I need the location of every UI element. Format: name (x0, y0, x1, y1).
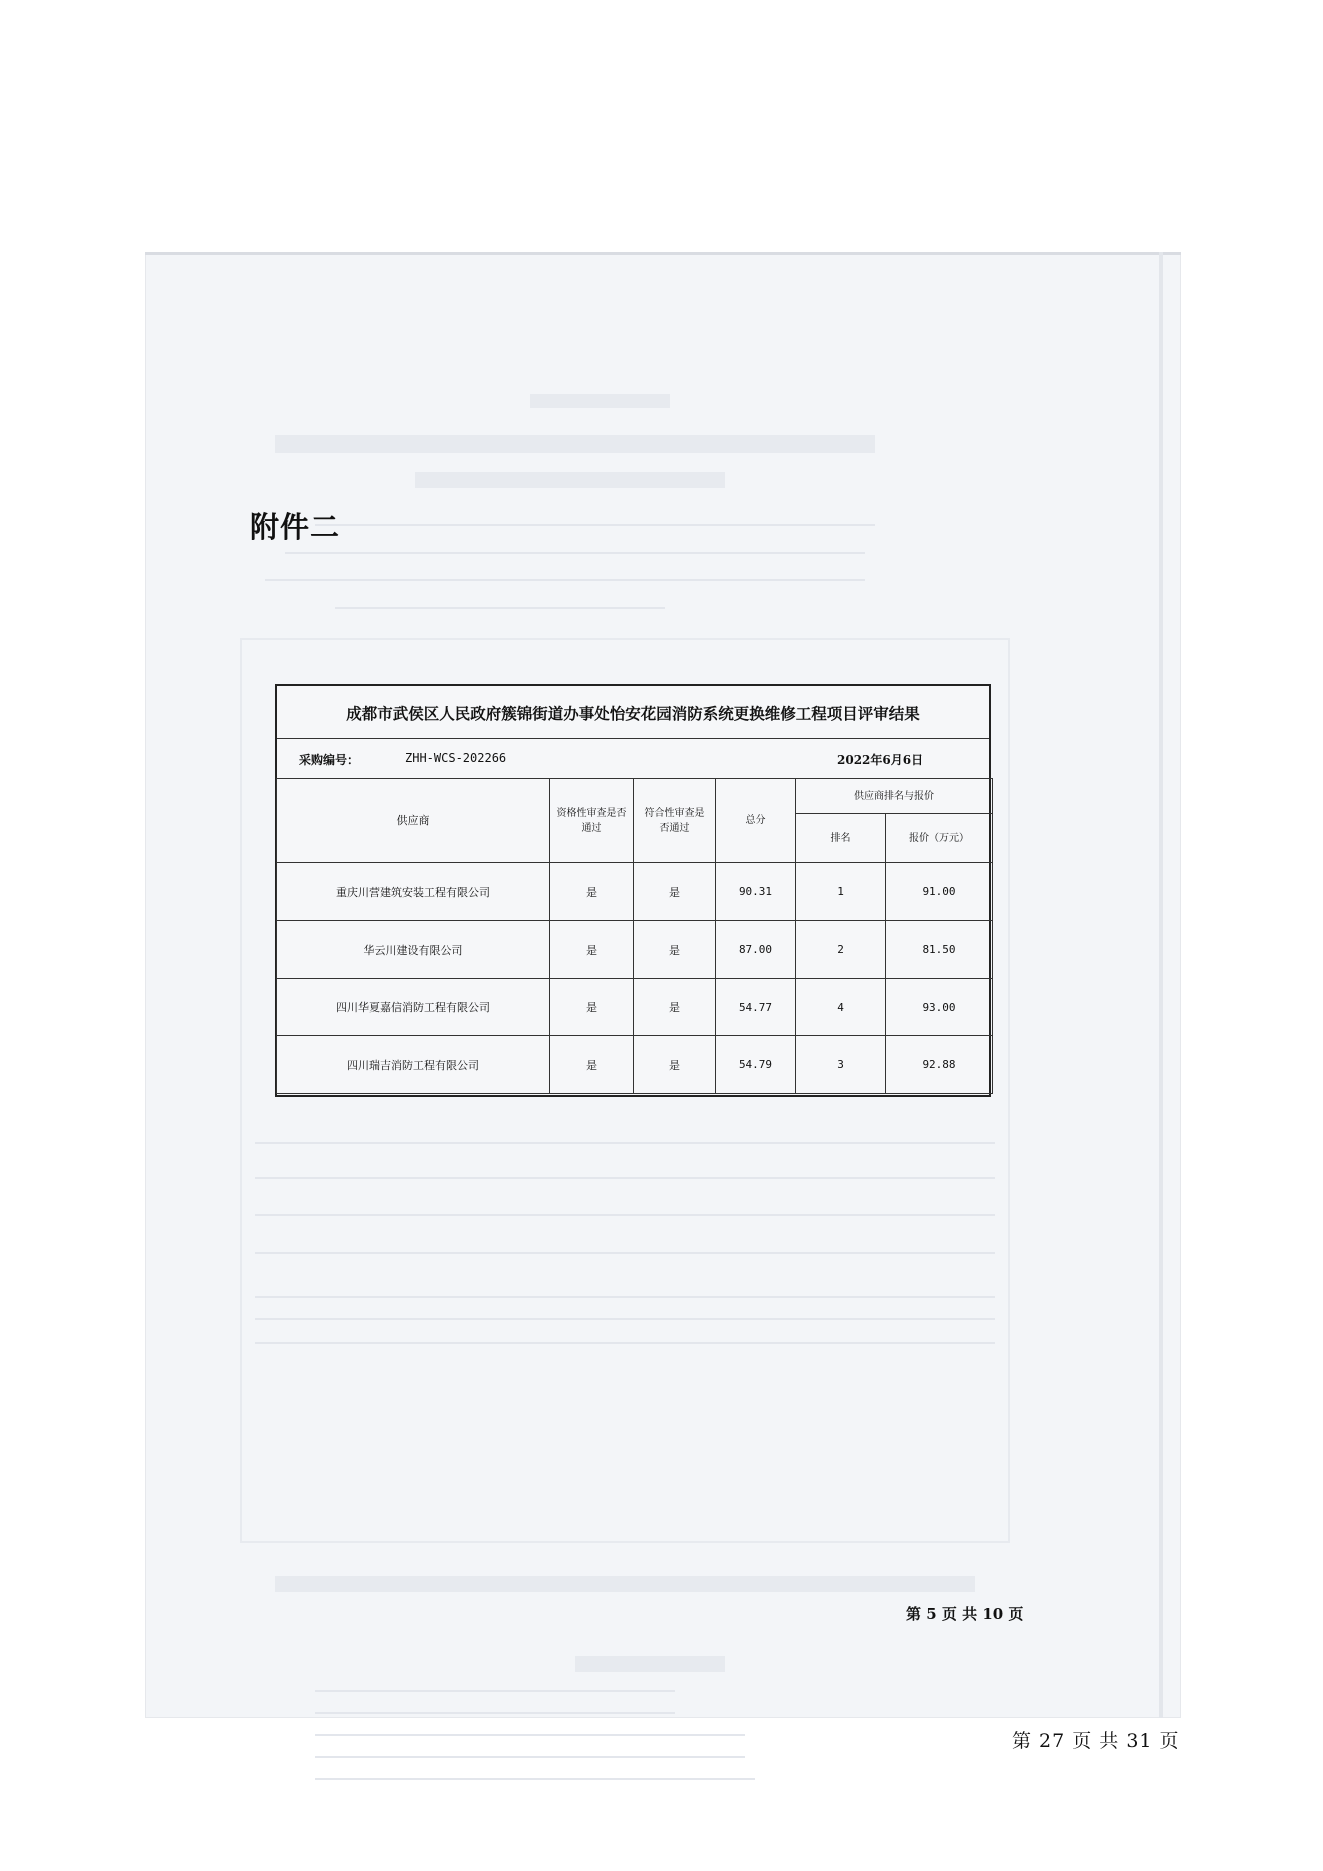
bleed-through-box (1008, 638, 1010, 1543)
total-score: 87.00 (716, 921, 796, 979)
bleed-through-line (255, 1177, 995, 1179)
bleed-through-line (265, 579, 865, 581)
header-quote: 报价（万元） (886, 814, 993, 863)
compliance-result: 是 (634, 1036, 716, 1094)
bleed-through-line (315, 524, 875, 526)
bleed-through-line (315, 1756, 745, 1758)
bleed-through-line (255, 1214, 995, 1216)
rank: 4 (796, 979, 886, 1036)
rank: 1 (796, 863, 886, 921)
compliance-result: 是 (634, 979, 716, 1036)
quote: 92.88 (886, 1036, 993, 1094)
bleed-through-line (285, 552, 865, 554)
rank: 2 (796, 921, 886, 979)
header-qualification: 资格性审查是否通过 (550, 779, 634, 863)
procurement-meta-row (277, 738, 989, 779)
header-ranking-group: 供应商排名与报价 (796, 779, 993, 814)
evaluation-date: 2022年6月6日 (837, 753, 924, 767)
bleed-through-box (240, 638, 242, 1543)
table-title: 成都市武侯区人民政府簇锦街道办事处怡安花园消防系统更换维修工程项目评审结果 (346, 704, 920, 723)
header-compliance: 符合性审查是否通过 (634, 779, 716, 863)
bleed-through-box (240, 1541, 1010, 1543)
bleed-through-line (255, 1296, 995, 1298)
table-row (277, 979, 993, 1036)
bleed-through-mark (275, 1576, 975, 1592)
results-grid (276, 778, 993, 1094)
total-score: 90.31 (716, 863, 796, 921)
bleed-through-mark (530, 394, 670, 408)
rank: 3 (796, 1036, 886, 1094)
supplier-name: 重庆川营建筑安装工程有限公司 (277, 863, 550, 921)
table-row (277, 921, 993, 979)
supplier-name: 四川瑞吉消防工程有限公司 (277, 1036, 550, 1094)
compliance-result: 是 (634, 921, 716, 979)
bleed-through-line (315, 1778, 755, 1780)
header-rank: 排名 (796, 814, 886, 863)
qualification-result: 是 (550, 863, 634, 921)
qualification-result: 是 (550, 979, 634, 1036)
bleed-through-line (255, 1342, 995, 1344)
compliance-result: 是 (634, 863, 716, 921)
procurement-code: ZHH-WCS-202266 (405, 751, 507, 765)
outer-page-number: 第 27 页 共 31 页 (1012, 1730, 1180, 1752)
bleed-through-line (255, 1318, 995, 1320)
qualification-result: 是 (550, 921, 634, 979)
bleed-through-box (240, 638, 1010, 640)
bleed-through-line (315, 1690, 675, 1692)
bleed-through-line (315, 1712, 675, 1714)
header-total-score: 总分 (716, 779, 796, 863)
qualification-result: 是 (550, 1036, 634, 1094)
bleed-through-mark (575, 1656, 725, 1672)
attachment-heading: 附件二 (250, 510, 341, 544)
bleed-through-line (255, 1252, 995, 1254)
quote: 93.00 (886, 979, 993, 1036)
total-score: 54.79 (716, 1036, 796, 1094)
bleed-through-mark (415, 472, 725, 488)
quote: 81.50 (886, 921, 993, 979)
procurement-label: 采购编号： (299, 753, 360, 767)
bleed-through-mark (275, 435, 875, 453)
table-row (277, 1036, 993, 1094)
bleed-through-line (335, 607, 665, 609)
bleed-through-line (315, 1734, 745, 1736)
evaluation-results-table (275, 684, 991, 1097)
supplier-name: 华云川建设有限公司 (277, 921, 550, 979)
bleed-through-line (255, 1142, 995, 1144)
inner-page-number: 第 5 页 共 10 页 (906, 1605, 1024, 1623)
header-supplier: 供应商 (277, 779, 550, 863)
total-score: 54.77 (716, 979, 796, 1036)
quote: 91.00 (886, 863, 993, 921)
table-row (277, 863, 993, 921)
supplier-name: 四川华夏嘉信消防工程有限公司 (277, 979, 550, 1036)
